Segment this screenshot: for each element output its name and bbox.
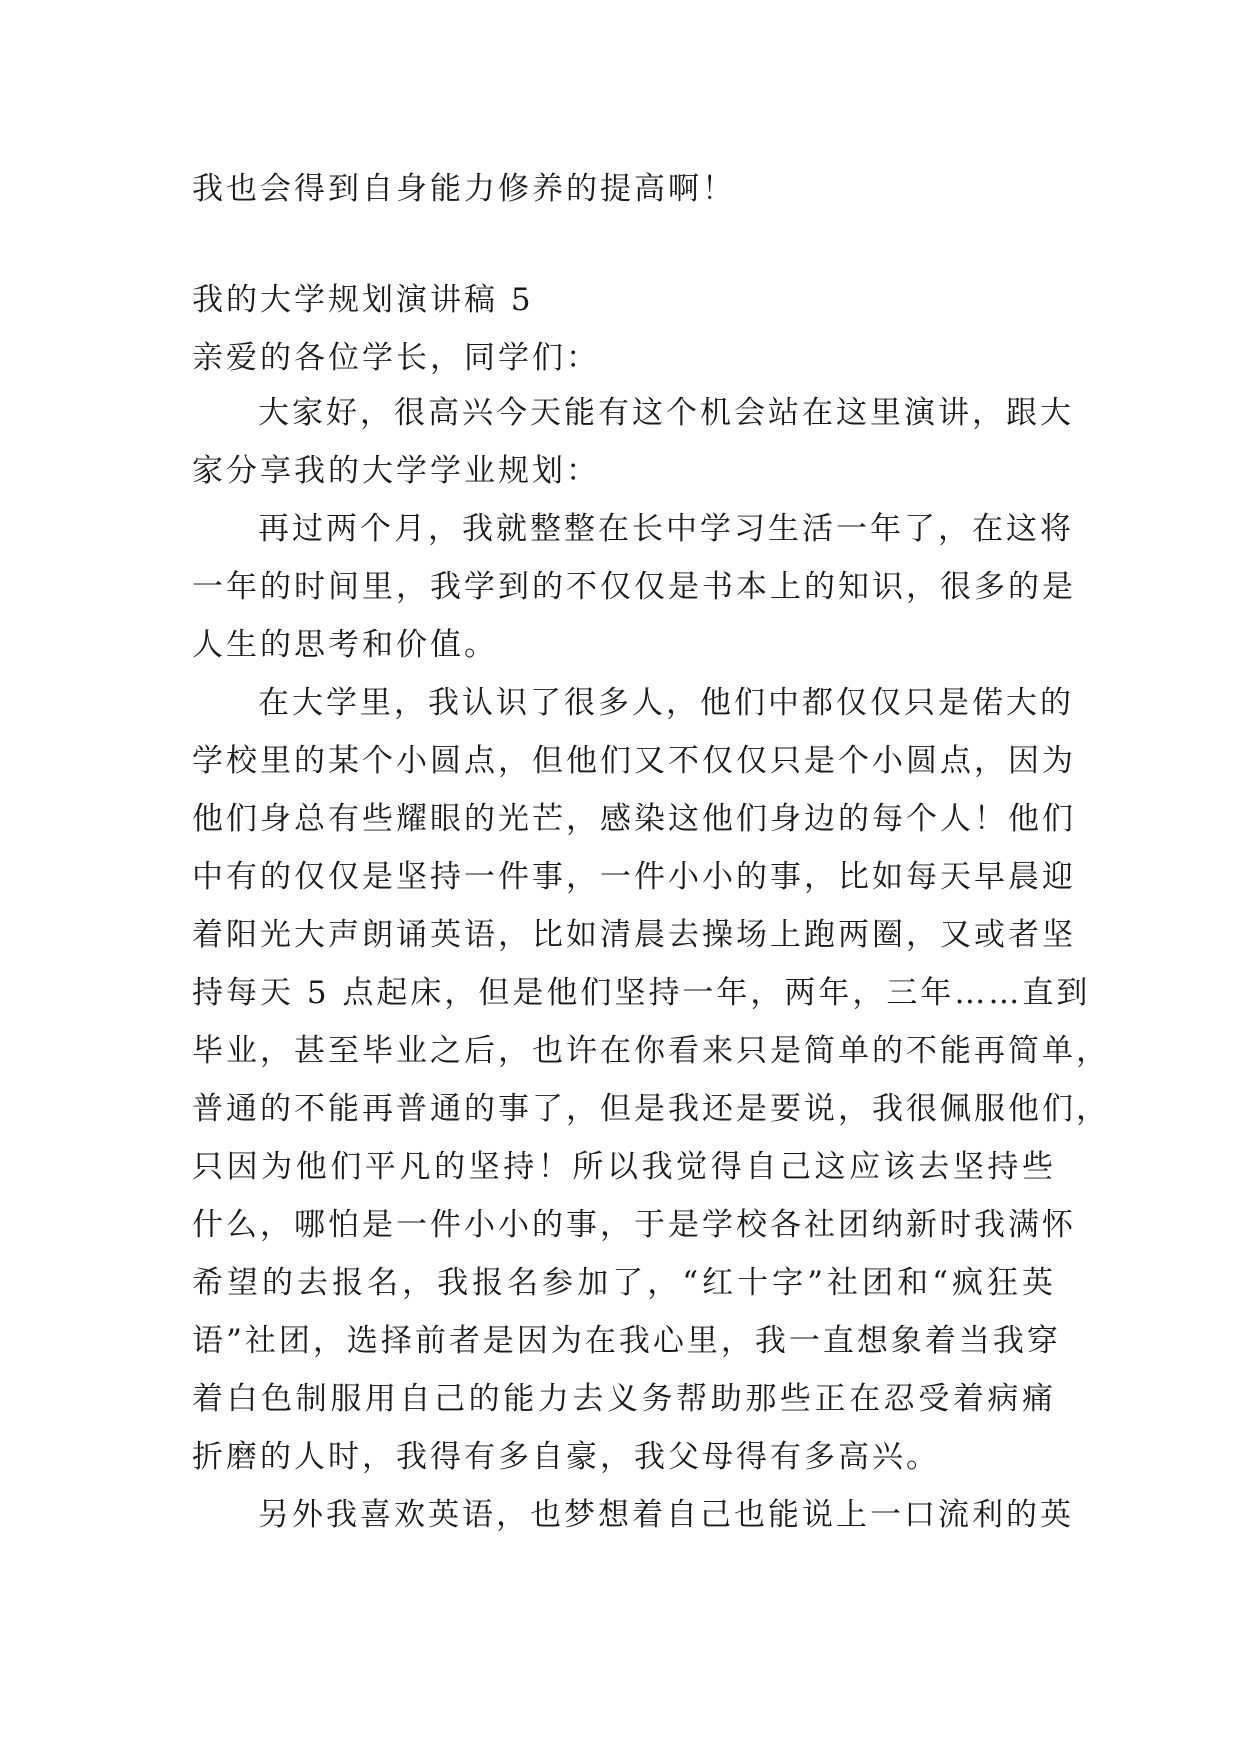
paragraph-line: 再过两个月，我就整整在长中学习生活一年了，在这将 bbox=[258, 511, 1074, 547]
paragraph-line: 一年的时间里，我学到的不仅仅是书本上的知识，很多的是 bbox=[192, 569, 1076, 605]
text-line: 我也会得到自身能力修养的提高啊！ bbox=[192, 171, 736, 207]
paragraph-line: 在大学里，我认识了很多人，他们中都仅仅只是偌大的 bbox=[258, 685, 1074, 721]
paragraph-line: 语”社团，选择前者是因为在我心里，我一直想象着当我穿 bbox=[192, 1323, 1061, 1359]
paragraph-line: 持每天 5 点起床，但是他们坚持一年，两年，三年……直到 bbox=[192, 975, 1091, 1011]
paragraph-line: 学校里的某个小圆点，但他们又不仅仅只是个小圆点，因为 bbox=[192, 743, 1076, 779]
paragraph-line: 毕业，甚至毕业之后，也许在你看来只是简单的不能再简单， bbox=[192, 1033, 1110, 1069]
speech-body bbox=[192, 384, 1110, 1544]
paragraph-line: 家分享我的大学学业规划： bbox=[192, 453, 600, 489]
paragraph-line: 他们身总有些耀眼的光芒，感染这他们身边的每个人！他们 bbox=[192, 801, 1076, 837]
speech-title: 我的大学规划演讲稿 5 bbox=[192, 282, 534, 318]
paragraph-line: 什么，哪怕是一件小小的事，于是学校各社团纳新时我满怀 bbox=[192, 1207, 1076, 1243]
paragraph-line: 只因为他们平凡的坚持！所以我觉得自己这应该去坚持些 bbox=[192, 1149, 1056, 1185]
paragraph-line: 着白色制服用自己的能力去义务帮助那些正在忍受着病痛 bbox=[192, 1381, 1056, 1417]
salutation: 亲爱的各位学长，同学们： bbox=[192, 340, 600, 376]
paragraph-line: 中有的仅仅是坚持一件事，一件小小的事，比如每天早晨迎 bbox=[192, 859, 1076, 895]
paragraph-line: 普通的不能再普通的事了，但是我还是要说，我很佩服他们， bbox=[192, 1091, 1110, 1127]
paragraph-line: 着阳光大声朗诵英语，比如清晨去操场上跑两圈，又或者坚 bbox=[192, 917, 1076, 953]
paragraph-line: 大家好，很高兴今天能有这个机会站在这里演讲，跟大 bbox=[258, 395, 1074, 431]
paragraph-line: 希望的去报名，我报名参加了，“红十字”社团和“疯狂英 bbox=[192, 1265, 1056, 1301]
continuation-paragraph bbox=[192, 160, 1056, 218]
paragraph-line: 人生的思考和价值。 bbox=[192, 627, 498, 663]
paragraph-line: 另外我喜欢英语，也梦想着自己也能说上一口流利的英 bbox=[258, 1497, 1074, 1533]
speech-heading bbox=[192, 271, 1056, 387]
paragraph-line: 折磨的人时，我得有多自豪，我父母得有多高兴。 bbox=[192, 1439, 940, 1475]
